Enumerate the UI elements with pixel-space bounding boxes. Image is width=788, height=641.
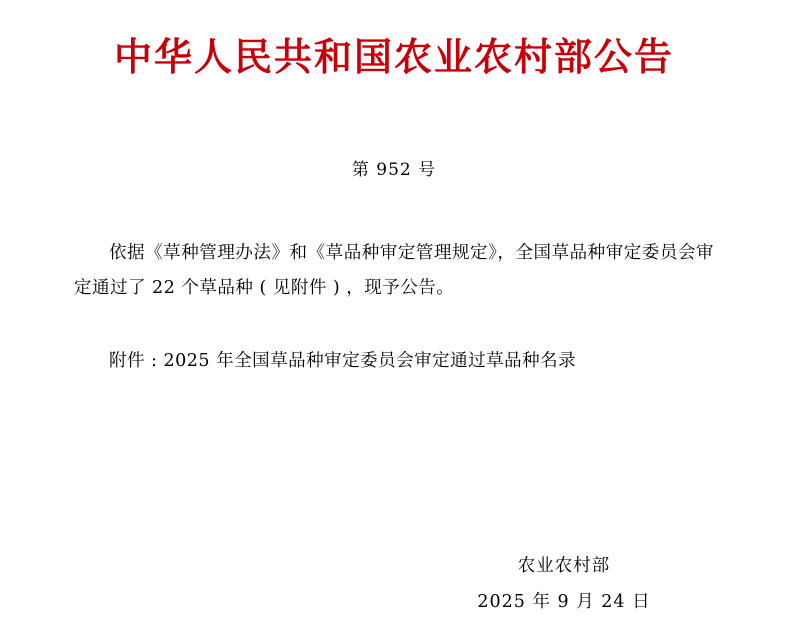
signature-organization: 农业农村部 [517,555,611,576]
signature-block [414,548,714,622]
attachment-line: 附件 : 2025 年全国草品种审定委员会审定通过草品种名录 [109,351,577,372]
signature-date: 2025 年 9 月 24 日 [477,592,651,613]
document-number: 第 952 号 [351,160,437,181]
document-page [0,32,788,641]
page-title: 中华人民共和国农业农村部公告 [113,34,674,79]
body-paragraph: 依据《草种管理办法》和《草品种审定管理规定》，全国草品种审定委员会审定通过了 22 个草品种 ( 见附件 ) ，现予公告。 [74,243,714,299]
